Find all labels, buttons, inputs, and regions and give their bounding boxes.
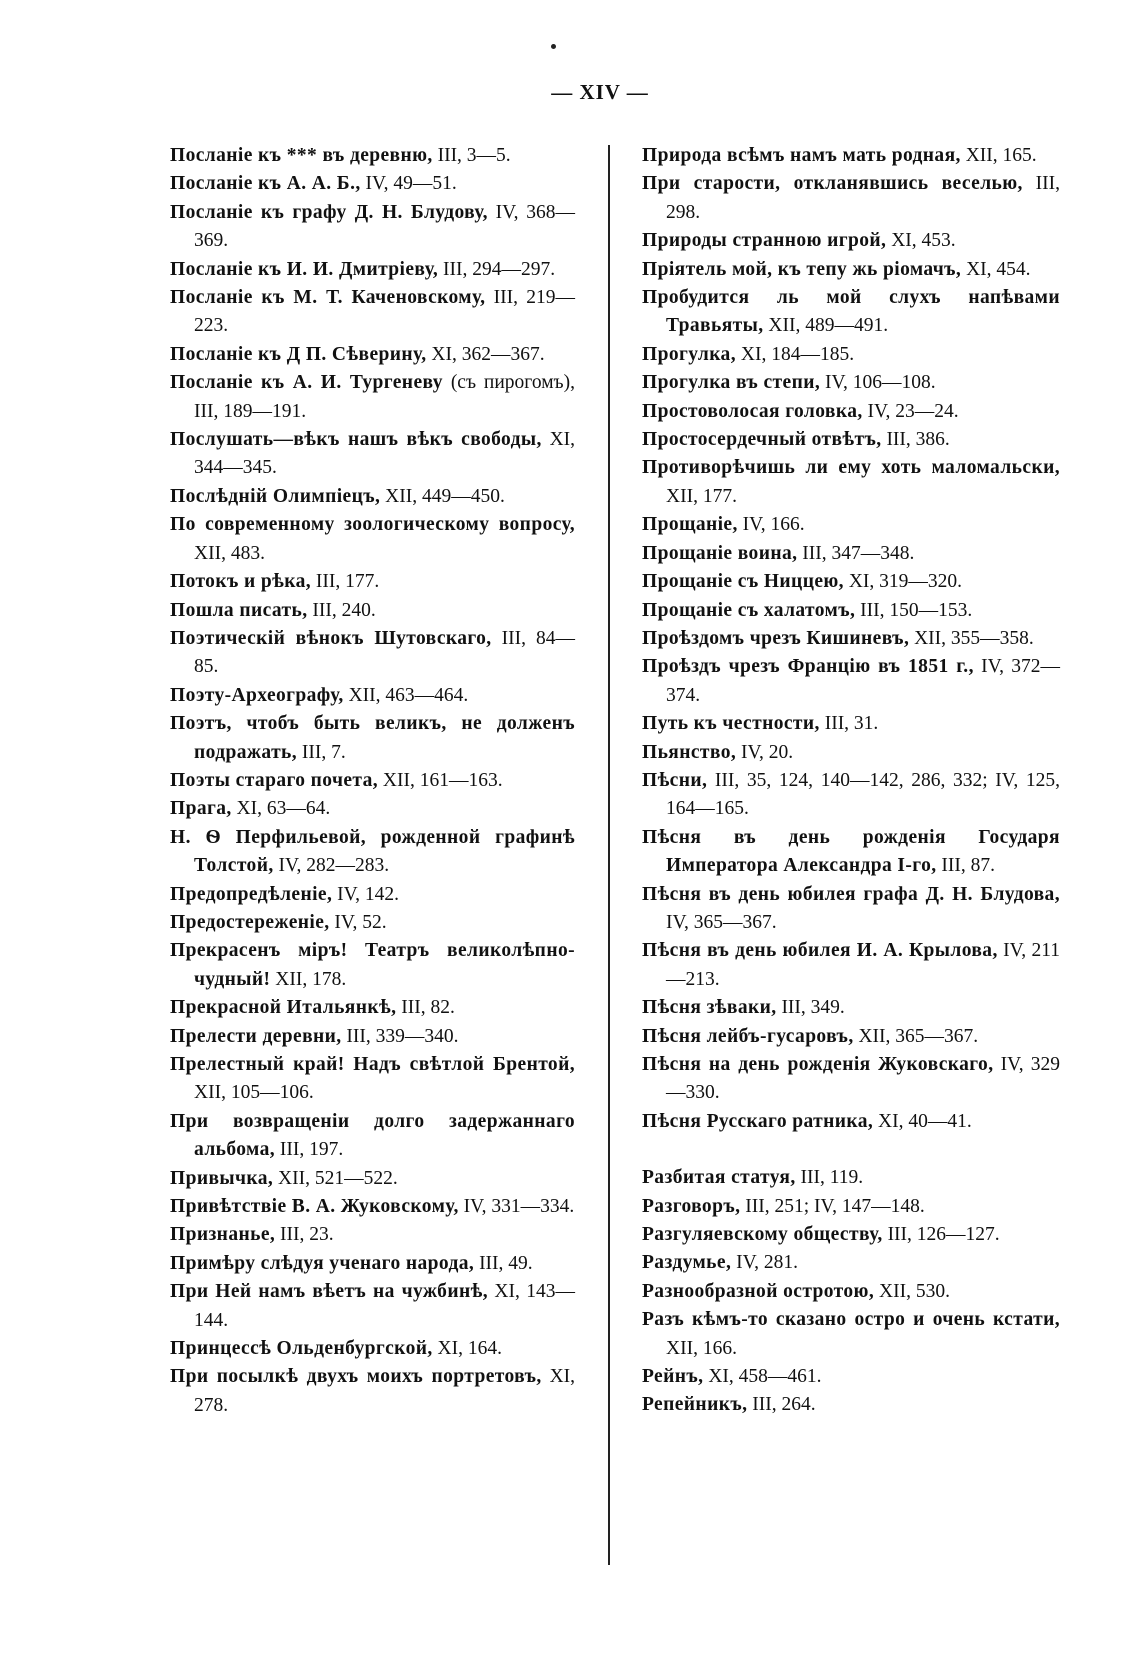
entry-reference: XI, 344—345.	[194, 429, 576, 479]
index-entry	[170, 710, 575, 767]
index-entry	[642, 1391, 1060, 1419]
index-entry	[642, 710, 1060, 738]
entry-title: Простосердечный отвѣтъ,	[642, 429, 882, 451]
index-entry	[642, 881, 1060, 938]
index-entry	[170, 937, 575, 994]
entry-reference: XII, 161—163.	[382, 769, 503, 791]
entry-title: Привычка,	[170, 1167, 274, 1189]
index-entry	[642, 937, 1060, 994]
entry-title: Разбитая статуя,	[642, 1167, 796, 1189]
index-entry	[642, 994, 1060, 1022]
entry-reference: IV, 365—367.	[666, 911, 777, 933]
entry-title: Прощаніе,	[642, 514, 738, 536]
index-entry	[642, 1221, 1060, 1249]
index-entry	[170, 1221, 575, 1249]
entry-title: Противорѣчишь ли ему хоть маломальски,	[642, 457, 1060, 479]
entry-title: Посланіе къ графу Д. Н. Блудову,	[170, 201, 488, 223]
entry-reference: XI, 40—41.	[878, 1110, 972, 1132]
entry-title: Посланіе къ *** въ деревню,	[170, 145, 433, 166]
entry-reference: XII, 355—358.	[914, 627, 1034, 649]
entry-title: Прекрасной Итальянкѣ,	[170, 997, 397, 1019]
entry-title: Пробудится ль мой слухъ напѣвами Травьяты,	[642, 287, 1060, 337]
entry-reference: XI, 319—320.	[848, 571, 963, 593]
entry-title: Природа всѣмъ намъ мать родная,	[642, 145, 961, 166]
entry-reference: III, 3—5.	[437, 145, 511, 166]
entry-reference: XII, 449—450.	[385, 485, 505, 507]
entry-title: При посылкѣ двухъ моихъ портретовъ,	[170, 1366, 542, 1388]
index-entry	[170, 881, 575, 909]
entry-title: Посланіе къ А. А. Б.,	[170, 173, 361, 195]
section-r-entries	[642, 1164, 1060, 1420]
index-entry	[170, 426, 575, 483]
index-entry	[170, 1051, 575, 1108]
entry-title: Проѣздомъ чрезъ Кишиневъ,	[642, 627, 910, 649]
index-entry	[642, 256, 1060, 284]
entry-reference: III, 197.	[279, 1139, 344, 1161]
entry-reference: XI, 164.	[437, 1338, 502, 1360]
entry-reference: III, 339—340.	[346, 1025, 459, 1047]
entry-title: Пѣсня въ день рожденія Государя Императора Александра I-го,	[642, 826, 1060, 877]
entry-reference: III, 219—223.	[194, 287, 576, 337]
index-entry	[642, 597, 1060, 625]
entry-title: Пріятель мой, къ тепу жь ріомачъ,	[642, 258, 962, 280]
entry-title: Принцессѣ Ольденбургской,	[170, 1338, 433, 1360]
index-entry	[642, 1108, 1060, 1136]
index-entry	[642, 1023, 1060, 1051]
index-entry	[170, 767, 575, 795]
entry-reference: III, 84—85.	[194, 627, 575, 678]
entry-reference: IV, 211—213.	[666, 940, 1060, 990]
index-entry	[642, 1306, 1060, 1363]
entry-reference: IV, 331—334.	[463, 1196, 575, 1218]
index-entry	[170, 1108, 575, 1165]
entry-title: При возвращеніи долго задержаннаго альбома,	[170, 1110, 575, 1161]
index-entry	[170, 284, 575, 341]
entry-title: Пьянство,	[642, 741, 737, 763]
entry-title: Послѣдній Олимпіецъ,	[170, 485, 381, 507]
index-entry	[170, 511, 575, 568]
section-gap	[642, 1136, 1060, 1164]
entry-reference: III, 119.	[800, 1167, 864, 1189]
entry-title: Привѣтствіе В. А. Жуковскому,	[170, 1196, 459, 1218]
entry-reference: XI, 278.	[194, 1366, 576, 1416]
entry-title: Разнообразной остротою,	[642, 1280, 875, 1302]
entry-reference: III, 177.	[315, 571, 380, 593]
index-entry	[170, 909, 575, 937]
entry-reference: XII, 177.	[666, 485, 737, 507]
index-entry	[642, 227, 1060, 255]
entry-reference: XI, 454.	[966, 258, 1031, 280]
index-entry	[170, 199, 575, 256]
index-entry	[642, 625, 1060, 653]
index-entry	[170, 256, 575, 284]
index-entry	[170, 1193, 575, 1221]
page-number: — XIV —	[551, 80, 649, 104]
index-entry	[642, 426, 1060, 454]
entry-title: Прогулка,	[642, 343, 736, 365]
entry-reference: XI, 453.	[891, 230, 956, 252]
entry-reference: IV, 372—374.	[666, 656, 1061, 706]
entry-title: Пѣсни,	[642, 769, 708, 791]
entry-title: Пѣсня въ день юбилея И. А. Крылова,	[642, 940, 998, 962]
entry-title: Предостереженіе,	[170, 911, 330, 933]
entry-reference: XII, 105—106.	[194, 1082, 314, 1104]
entry-title: По современному зоологическому вопросу,	[170, 514, 575, 536]
entry-title: Пѣсня лейбъ-гусаровъ,	[642, 1025, 854, 1047]
entry-reference: III, 298.	[666, 173, 1060, 223]
entry-title: Разъ кѣмъ-то сказано остро и очень кстати,	[642, 1309, 1060, 1331]
index-entry	[170, 1023, 575, 1051]
index-entry	[642, 341, 1060, 369]
entry-title: Проѣздъ чрезъ Францію въ 1851 г.,	[642, 656, 974, 678]
entry-title: Поэту-Археографу,	[170, 684, 344, 706]
index-entry	[170, 1363, 575, 1420]
entry-reference: III, 349.	[781, 997, 845, 1019]
index-entry	[170, 483, 575, 511]
entry-reference: XI, 458—461.	[708, 1366, 822, 1388]
index-entry	[642, 568, 1060, 596]
index-entry	[642, 142, 1060, 170]
entry-reference: III, 35, 124, 140—142, 286, 332; IV, 125, 164—165.	[666, 769, 1060, 820]
entry-title: При старости, откланявшись веселью,	[642, 173, 1023, 195]
entry-reference: III, 294—297.	[443, 258, 556, 280]
entry-reference: IV, 166.	[742, 514, 805, 536]
entry-title: Посланіе къ Д П. Сѣверину,	[170, 343, 427, 365]
entry-title: Прощаніе воина,	[642, 542, 798, 564]
entry-title: Разгуляевскому обществу,	[642, 1224, 883, 1246]
printer-mark	[551, 44, 556, 49]
entry-title: Рейнъ,	[642, 1366, 704, 1388]
entry-title: Прогулка въ степи,	[642, 372, 821, 394]
index-entry	[170, 341, 575, 369]
entry-reference: XI, 63—64.	[236, 798, 331, 820]
entry-title: Поэтъ, чтобъ быть великъ, не долженъ подражать,	[170, 713, 575, 763]
entry-title: Примѣру слѣдуя ученаго народа,	[170, 1252, 475, 1274]
entry-reference: IV, 49—51.	[365, 173, 457, 195]
entry-reference: XII, 166.	[666, 1337, 737, 1359]
entry-title: Посланіе къ М. Т. Каченовскому,	[170, 287, 486, 309]
index-entry	[642, 653, 1060, 710]
entry-title: Послушать—вѣкъ нашъ вѣкъ свободы,	[170, 429, 542, 451]
entry-reference: IV, 142.	[337, 883, 400, 905]
index-entry	[642, 1249, 1060, 1277]
entry-reference: III, 126—127.	[887, 1224, 1000, 1246]
column-divider	[608, 145, 610, 1565]
entry-title: Пѣсня зѣваки,	[642, 997, 777, 1019]
index-entry	[642, 824, 1060, 881]
entry-title: Раздумье,	[642, 1252, 732, 1274]
entry-reference: IV, 368—369.	[194, 201, 575, 252]
entry-title: Посланіе къ А. И. Тургеневу	[170, 372, 443, 394]
entry-reference: (съ пирогомъ), III, 189—191.	[194, 372, 575, 422]
entry-title: Прощаніе съ халатомъ,	[642, 599, 856, 621]
entry-title: Прелестный край! Надъ свѣтлой Брентой,	[170, 1054, 575, 1075]
entry-title: Признанье,	[170, 1224, 276, 1246]
index-entry	[642, 1051, 1060, 1108]
right-column	[642, 142, 1060, 1420]
index-entry	[642, 739, 1060, 767]
entry-title: Путь къ честности,	[642, 713, 820, 735]
entry-reference: IV, 282—283.	[278, 855, 390, 877]
entry-reference: III, 23.	[280, 1224, 334, 1246]
entry-title: Прага,	[170, 798, 232, 820]
entry-reference: XI, 143—144.	[194, 1281, 576, 1331]
left-column	[170, 142, 575, 1420]
entry-reference: XII, 165.	[965, 145, 1037, 166]
index-entry	[170, 369, 575, 426]
index-entry	[642, 1363, 1060, 1391]
entry-title: Поэты стараго почета,	[170, 769, 379, 791]
entry-reference: XII, 178.	[275, 968, 347, 990]
entry-title: При Ней намъ вѣетъ на чужбинѣ,	[170, 1281, 488, 1303]
entry-reference: III, 264.	[752, 1394, 816, 1416]
entry-title: Прощаніе съ Ниццею,	[642, 571, 844, 593]
index-entry	[642, 454, 1060, 511]
entry-reference: III, 150—153.	[860, 599, 973, 621]
entry-title: Посланіе къ И. И. Дмитріеву,	[170, 258, 439, 280]
entry-reference: XI, 362—367.	[431, 343, 545, 365]
entry-reference: XII, 530.	[879, 1280, 950, 1302]
index-entry	[170, 1278, 575, 1335]
entry-title: Пѣсня Русскаго ратника,	[642, 1110, 874, 1132]
entry-title: Пѣсня на день рожденія Жуковскаго,	[642, 1054, 994, 1075]
entry-title: Прелести деревни,	[170, 1025, 342, 1047]
index-entry	[170, 625, 575, 682]
entry-reference: IV, 281.	[736, 1252, 799, 1274]
entry-reference: III, 7.	[301, 741, 346, 763]
entry-reference: IV, 52.	[334, 911, 387, 933]
index-entry	[642, 1278, 1060, 1306]
index-entry	[642, 284, 1060, 341]
entry-title: Потокъ и рѣка,	[170, 571, 312, 593]
entry-reference: IV, 20.	[741, 741, 794, 763]
index-entry	[170, 824, 575, 881]
entry-reference: III, 240.	[312, 599, 376, 621]
entry-reference: XII, 483.	[194, 542, 265, 564]
index-entry	[170, 682, 575, 710]
index-entry	[170, 1335, 575, 1363]
entry-title: Поэтическій вѣнокъ Шутовскаго,	[170, 627, 492, 649]
entry-reference: III, 347—348.	[802, 542, 915, 564]
entry-reference: XII, 489—491.	[768, 315, 889, 337]
entry-reference: XI, 184—185.	[740, 343, 855, 365]
entry-reference: III, 31.	[824, 713, 879, 735]
entry-reference: III, 49.	[479, 1252, 533, 1274]
entry-title: Разговоръ,	[642, 1195, 741, 1217]
index-entry	[170, 795, 575, 823]
entry-reference: XII, 365—367.	[858, 1025, 979, 1047]
index-entry	[170, 1250, 575, 1278]
index-entry	[642, 1193, 1060, 1221]
entry-title: Предопредѣленіе,	[170, 883, 333, 905]
entry-reference: III, 87.	[941, 855, 995, 877]
index-entry	[170, 142, 575, 170]
index-entry	[642, 540, 1060, 568]
entry-reference: XII, 521—522.	[278, 1167, 398, 1189]
entry-reference: IV, 23—24.	[867, 400, 959, 422]
index-entry	[642, 511, 1060, 539]
index-entry	[170, 1165, 575, 1193]
index-entry	[170, 568, 575, 596]
entry-reference: III, 251; IV, 147—148.	[745, 1195, 925, 1217]
entry-reference: III, 386.	[886, 429, 950, 451]
index-entry	[642, 369, 1060, 397]
entry-reference: IV, 329—330.	[666, 1054, 1061, 1104]
index-entry	[642, 398, 1060, 426]
index-entry	[170, 170, 575, 198]
entry-title: Репейникъ,	[642, 1394, 748, 1416]
entry-title: Н. Ѳ Перфильевой, рожденной графинѣ Толстой,	[170, 826, 575, 877]
section-p-entries	[642, 142, 1060, 1136]
entry-reference: III, 82.	[401, 997, 455, 1019]
entry-title: Пошла писать,	[170, 599, 308, 621]
index-entry	[642, 767, 1060, 824]
index-entry	[642, 170, 1060, 227]
entry-title: Прекрасенъ міръ! Театръ великолѣпно-чудный!	[170, 940, 575, 990]
entry-reference: IV, 106—108.	[825, 372, 936, 394]
entry-reference: XII, 463—464.	[348, 684, 469, 706]
index-entry	[170, 597, 575, 625]
entry-title: Простоволосая головка,	[642, 400, 863, 422]
entry-title: Пѣсня въ день юбилея графа Д. Н. Блудова,	[642, 883, 1060, 905]
index-entry	[170, 994, 575, 1022]
index-entry	[642, 1164, 1060, 1192]
entry-title: Природы странною игрой,	[642, 230, 887, 252]
